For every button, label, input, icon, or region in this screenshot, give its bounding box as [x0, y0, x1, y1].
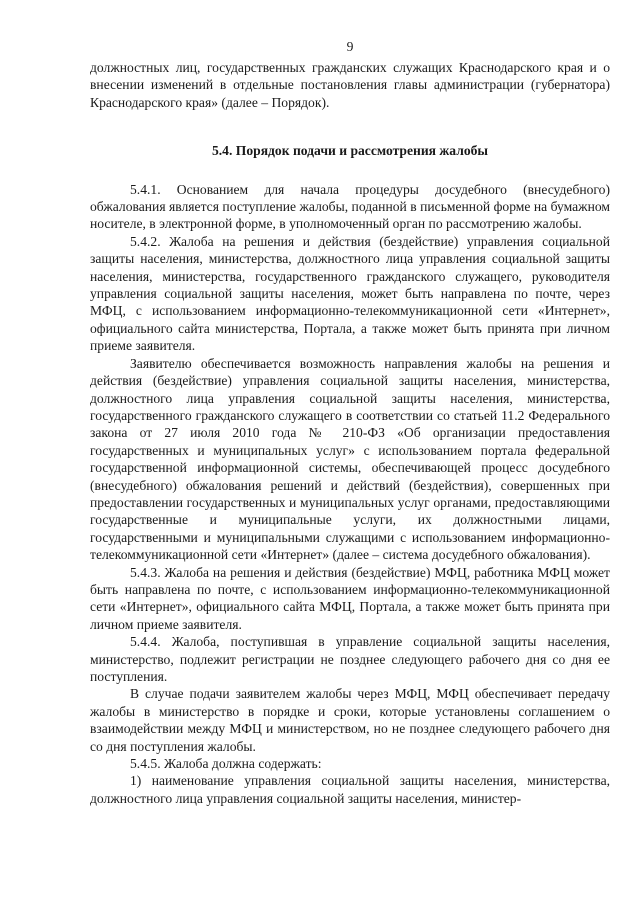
continuation-paragraph: должностных лиц, государственных гражданских служащих Краснодарского края и о внесении изменений в отдельные постановления главы администрации (губернатора) Краснодарского края» (далее – Порядок). — [90, 60, 610, 110]
paragraph-5-4-3: 5.4.3. Жалоба на решения и действия (бездействие) МФЦ, работника МФЦ может быть направлена по почте, с использованием информационно-телекоммуникационной сети «Интернет», официального сайта МФЦ, Портала, а также может быть принята при личном приеме заявителя. — [90, 564, 610, 632]
paragraph-5-4-5: 5.4.5. Жалоба должна содержать: — [130, 756, 322, 772]
paragraph-5-4-1: 5.4.1. Основанием для начала процедуры досудебного (внесудебного) обжалования является поступление жалобы, поданной в письменной форме на бумажном носителе, в электронной форме, в уполномоченный орган по рассмотрению жалобы. — [90, 181, 610, 232]
list-item-1: 1) наименование управления социальной защиты населения, министерства, должностного лица управления социальной защиты населения, министер- — [90, 773, 610, 806]
paragraph-5-4-2: 5.4.2. Жалоба на решения и действия (бездействие) управления социальной защиты населения, министерства, должностного лица управления социальной защиты населения, министерства, государственного гражданского служащего, руководителя управления социальной защиты населения, может быть направлена по почте, через МФЦ, с использованием информационно-телекоммуникационной сети «Интернет», официального сайта министерства, Портала, а также может быть принята при личном приеме заявителя. — [90, 233, 610, 354]
paragraph-complaint-system: Заявителю обеспечивается возможность направления жалобы на решения и действия (бездействие) управления социальной защиты населения, министерства, должностного лица управления социальной защиты населения, министерства, государственного гражданского служащего в соответствии со статьей 11.2 Федерального закона от 27 июля 2010 года № 210-ФЗ «Об организации предоставления государственных и муниципальных услуг» с использованием портала федеральной государственной информационной системы, обеспечивающей процесс досудебного (внесудебного) обжалования решений и действий (бездействия), совершенных при предоставлении государственных и муниципальных услуг органами, предоставляющими государственные и муниципальные услуги, их должностными лицами, государственными и муниципальными служащими с использованием информационно-телекоммуникационной сети «Интернет» (далее – система досудебного обжалования). — [90, 355, 610, 563]
page-number: 9 — [346, 39, 354, 54]
paragraph-mfc-transfer: В случае подачи заявителем жалобы через МФЦ, МФЦ обеспечивает передачу жалобы в министерство в порядке и сроки, которые установлены соглашением о взаимодействии между МФЦ и министерством, но не позднее следующего рабочего дня со дня поступления жалобы. — [90, 686, 610, 754]
document-page — [90, 38, 610, 807]
paragraph-5-4-4: 5.4.4. Жалоба, поступившая в управление социальной защиты населения, министерство, подлежит регистрации не позднее следующего рабочего дня со дня ее поступления. — [90, 634, 610, 684]
section-heading: 5.4. Порядок подачи и рассмотрения жалобы — [211, 143, 489, 159]
